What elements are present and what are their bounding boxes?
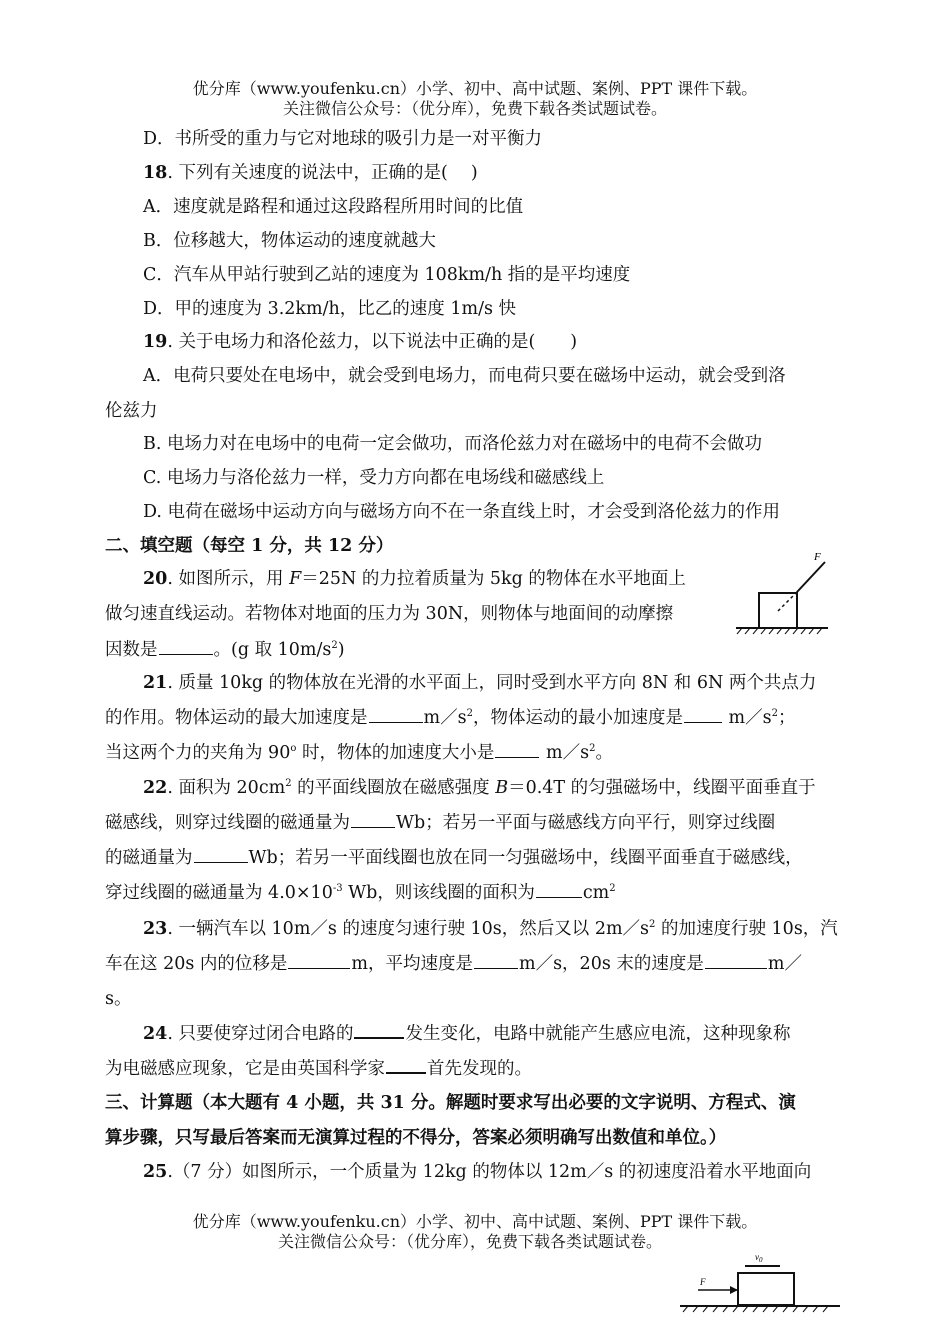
q18-stem-text: . 下列有关速度的说法中，正确的是( ) [167,163,478,183]
q24-l2b: 首先发现的。 [427,1059,532,1079]
q23-line-3: s。 [105,989,132,1009]
q21-blank-90[interactable] [495,742,539,758]
q25-line-1 [143,1161,811,1183]
section-3-title-line-2: 算步骤，只写最后答案而无演算过程的不得分，答案必须明确写出数值和单位。） [105,1128,727,1148]
q19-stem [143,331,577,353]
q22-l3a: 的磁通量为 [105,848,193,868]
q24-blank-2[interactable] [386,1057,426,1074]
q19-option-c: C. 电场力与洛伦兹力一样，受力方向都在电场线和磁感线上 [143,468,605,488]
q19-option-b: B. 电场力对在电场中的电荷一定会做功，而洛伦兹力对在磁场中的电荷不会做功 [143,434,762,454]
q21-sup-2: 2 [771,708,778,719]
q23-sup: 2 [649,919,656,930]
q22-sup-1: 2 [285,778,292,789]
q20-figure [732,548,832,638]
q21-number: 21 [143,673,168,693]
q25-block [738,1273,794,1305]
q21-l2e: ； [777,708,796,728]
section-2-title: 二、填空题（每空 1 分，共 12 分） [105,536,394,556]
q23-line-1 [143,918,838,940]
q24-blank-1[interactable] [354,1022,404,1039]
q25-l1: .（7 分）如图所示，一个质量为 12kg 的物体以 12m／s 的初速度沿着水平地面向 [167,1162,812,1182]
q23-blank-avg-speed[interactable] [474,953,518,969]
section-3-title-line-1: 三、计算题（本大题有 4 小题，共 31 分。解题时要求写出必要的文字说明、方程式、演 [105,1093,796,1113]
q22-l4a: 穿过线圈的磁通量为 4.0×10 [105,883,333,903]
q20-answer-blank[interactable] [159,639,213,655]
q22-sup-2: 2 [609,883,616,894]
q19-stem-text: . 关于电场力和洛伦兹力，以下说法中正确的是( ) [167,332,578,352]
q22-exp: -3 [332,883,343,894]
q25-force-arrowhead [730,1286,738,1294]
q20-force-label: F [814,551,821,563]
q20-line-3 [105,639,345,661]
q23-l2b: m，平均速度是 [351,954,473,974]
q21-sup-1: 2 [466,708,473,719]
q24-l2a: 为电磁感应现象，它是由英国科学家 [105,1059,385,1079]
q22-l2b: Wb；若另一平面与磁感线方向平行，则穿过线圈 [396,813,776,833]
q22-l1c: ＝0.4T 的匀强磁场中，线圈平面垂直于 [508,778,816,798]
q21-l2b: m／s [423,708,467,728]
q23-l1b: 的加速度行驶 10s，汽 [655,919,838,939]
q22-blank-2[interactable] [194,847,248,863]
q22-l2a: 磁感线，则穿过线圈的磁通量为 [105,813,350,833]
q24-line-2 [105,1057,532,1080]
q22-l4c: cm [582,883,610,903]
q21-l3a: 当这两个力的夹角为 90 [105,743,291,763]
q20-number: 20 [143,569,168,589]
q20-l3c: ) [337,640,345,660]
q23-l1a: . 一辆汽车以 10m／s 的速度匀速行驶 10s，然后又以 2m／s [167,919,650,939]
q23-blank-final-speed[interactable] [705,953,767,969]
q20-l3a: 因数是 [105,640,158,660]
q18-option-d: D．甲的速度为 3.2km/h，比乙的速度 1m/s 快 [143,299,517,319]
q22-blank-3[interactable] [536,882,582,898]
q19-option-d: D. 电荷在磁场中运动方向与磁场方向不在一条直线上时，才会受到洛伦兹力的作用 [143,502,781,522]
q18-stem [143,162,478,184]
q23-line-2 [105,953,802,975]
q25-v0-label: $v_0$ [755,1252,763,1264]
q24-line-1 [143,1022,790,1045]
q19-option-a-line1: A．电荷只要处在电场中，就会受到电场力，而电荷只要在磁场中运动，就会受到洛 [143,366,786,386]
q21-line-2 [105,707,795,729]
q22-line-3 [105,847,803,869]
q20-l1a: . 如图所示，用 [167,569,290,589]
q21-l2c: ，物体运动的最小加速度是 [472,708,683,728]
q24-l1b: 发生变化，电路中就能产生感应电流，这种现象称 [405,1024,791,1044]
q18-option-a: A．速度就是路程和通过这段路程所用时间的比值 [143,197,524,217]
header-line-2: 关注微信公众号：（优分库），免费下载各类试题试卷。 [282,99,667,118]
q21-l2d: m／s [722,708,772,728]
q21-deg: o [290,743,297,754]
q21-l1: . 质量 10kg 的物体放在光滑的水平面上，同时受到水平方向 8N 和 6N 两个共点力 [167,673,817,693]
q22-number: 22 [143,778,168,798]
q24-number: 24 [143,1024,168,1044]
q20-l3b: 。(g 取 10m/s [213,640,332,660]
q22-l4b: Wb，则该线圈的面积为 [342,883,535,903]
q22-l1a: . 面积为 20cm [167,778,286,798]
q20-l3-sup: 2 [331,640,338,651]
q22-l1b: 的平面线圈放在磁感强度 [291,778,496,798]
q22-line-4 [105,882,616,904]
q17-option-d: D．书所受的重力与它对地球的吸引力是一对平衡力 [143,129,543,149]
q22-l3b: Wb；若另一平面线圈也放在同一匀强磁场中，线圈平面垂直于磁感线， [248,848,803,868]
q21-line-3 [105,742,613,764]
q22-blank-1[interactable] [351,812,395,828]
q21-sup-3: 2 [589,743,596,754]
q24-l1a: . 只要使穿过闭合电路的 [167,1024,354,1044]
footer-line-1: 优分库（www.youfenku.cn）小学、初中、高中试题、案例、PPT 课件下载。 [192,1212,758,1231]
q20-line-2: 做匀速直线运动。若物体对地面的压力为 30N，则物体与地面间的动摩擦 [105,604,674,624]
q22-b-var: B [495,778,509,798]
q23-l2a: 车在这 20s 内的位移是 [105,954,288,974]
q19-number: 19 [143,332,168,352]
header-line-1: 优分库（www.youfenku.cn）小学、初中、高中试题、案例、PPT 课件下载。 [192,79,758,98]
q18-number: 18 [143,163,168,183]
q20-l1b: ＝25N 的力拉着质量为 5kg 的物体在水平地面上 [301,569,686,589]
q21-blank-min[interactable] [684,707,722,723]
q23-l2c: m／s，20s 末的速度是 [518,954,704,974]
q21-l3d: 。 [595,743,613,763]
q18-option-c: C．汽车从甲站行驶到乙站的速度为 108km/h 指的是平均速度 [143,265,631,285]
q21-blank-max[interactable] [369,707,423,723]
q22-line-2 [105,812,775,834]
q20-force-var: F [289,569,302,589]
q21-line-1 [143,672,816,694]
q23-number: 23 [143,919,168,939]
q21-l3c: m／s [540,743,590,763]
footer-line-2: 关注微信公众号：（优分库），免费下载各类试题试卷。 [277,1232,662,1251]
q20-force-arrow [797,562,825,592]
q22-line-1 [143,777,816,799]
q20-line-1 [143,568,686,590]
q21-l3b: 时，物体的加速度大小是 [296,743,495,763]
q18-option-b: B．位移越大，物体运动的速度就越大 [143,231,436,251]
q25-force-label: F [700,1277,706,1287]
q19-option-a-line2: 伦兹力 [105,401,158,421]
q25-figure [680,1250,850,1338]
q21-l2a: 的作用。物体运动的最大加速度是 [105,708,368,728]
q25-number: 25 [143,1162,168,1182]
q23-blank-displacement[interactable] [288,953,350,969]
q23-l2d: m／ [767,954,802,974]
